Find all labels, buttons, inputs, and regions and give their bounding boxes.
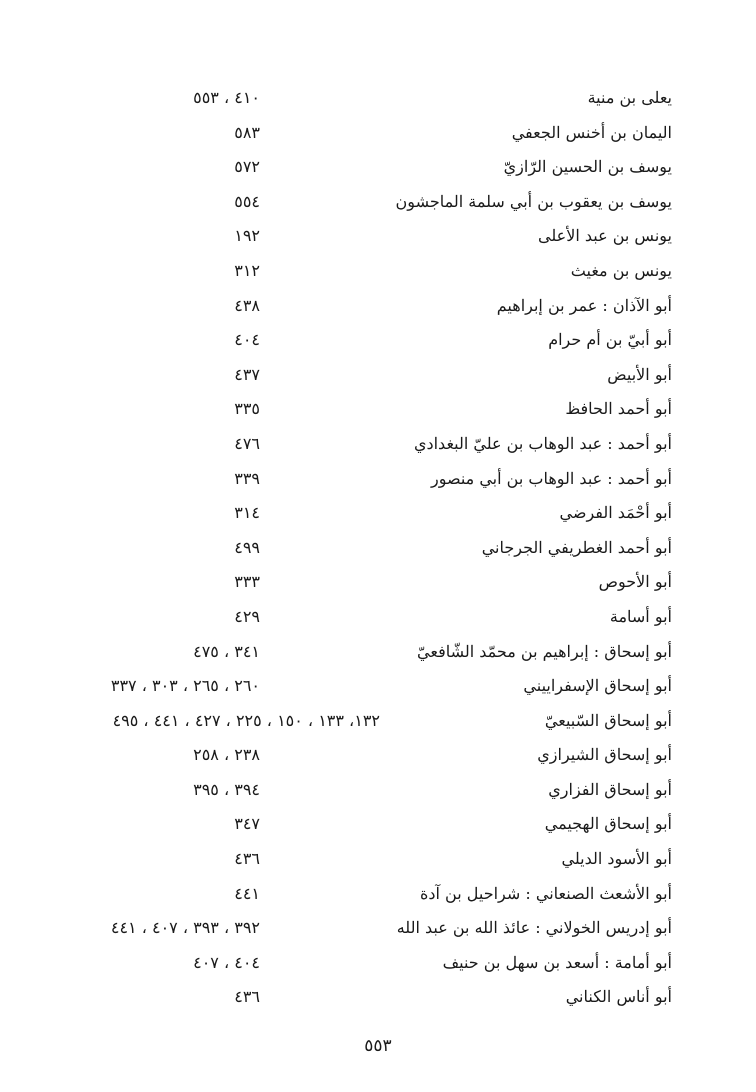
- entry-name: أبو الأسود الديلي: [561, 849, 672, 869]
- entry-page-refs: ٣٤٧: [234, 814, 260, 834]
- index-entry: [0, 880, 756, 915]
- index-entry: [0, 914, 756, 949]
- index-entry: [0, 603, 756, 638]
- entry-page-refs: ١٣٢، ١٣٣ ، ١٥٠ ، ٢٢٥ ، ٤٢٧ ، ٤٤١ ، ٤٩٥: [112, 710, 380, 730]
- entry-page-refs: ٣١٢: [234, 260, 260, 280]
- entry-name: يوسف بن يعقوب بن أبي سلمة الماجشون: [395, 191, 672, 211]
- entry-page-refs: ٤٤١: [234, 883, 260, 903]
- entry-page-refs: ٣٣٣: [234, 572, 260, 592]
- entry-page-refs: ١٩٢: [234, 226, 260, 246]
- entry-page-refs: ٢٦٠ ، ٢٦٥ ، ٣٠٣ ، ٣٣٧: [110, 676, 260, 696]
- index-entry: [0, 84, 756, 119]
- index-entry: [0, 983, 756, 1018]
- entry-name: أبو الآذان : عمر بن إبراهيم: [496, 295, 672, 315]
- index-entry: [0, 845, 756, 880]
- index-entry: [0, 638, 756, 673]
- index-entry: [0, 222, 756, 257]
- entry-page-refs: ٤٣٦: [234, 987, 260, 1007]
- entry-name: أبو إسحاق الهجيمي: [544, 814, 672, 834]
- entry-page-refs: ٤٩٩: [234, 537, 260, 557]
- entry-name: اليمان بن أخنس الجعفي: [511, 122, 672, 142]
- index-entry: [0, 741, 756, 776]
- entry-page-refs: ٤٣٨: [234, 295, 260, 315]
- index-entry: [0, 153, 756, 188]
- index-entry: [0, 361, 756, 396]
- entry-page-refs: ٤٠٤: [234, 330, 260, 350]
- index-entry: [0, 119, 756, 154]
- entry-page-refs: ٥٥٤: [234, 191, 260, 211]
- entry-page-refs: ٣١٤: [234, 503, 260, 523]
- entry-page-refs: ٢٣٨ ، ٢٥٨: [193, 745, 260, 765]
- entry-page-refs: ٣٤١ ، ٤٧٥: [193, 641, 260, 661]
- entry-name: أبو إدريس الخولاني : عائذ الله بن عبد الله: [396, 918, 672, 938]
- index-entry: [0, 430, 756, 465]
- index-entry: [0, 257, 756, 292]
- entry-name: أبو إسحاق السّبيعيّ: [544, 710, 672, 730]
- entry-name: أبو أسامة: [609, 606, 672, 626]
- name-index-list: [0, 84, 756, 1018]
- index-entry: [0, 949, 756, 984]
- entry-page-refs: ٥٨٣: [234, 122, 260, 142]
- index-entry: [0, 776, 756, 811]
- entry-name: أبو إسحاق : إبراهيم بن محمّد الشّافعيّ: [417, 641, 672, 661]
- entry-name: يونس بن مغيث: [570, 260, 672, 280]
- entry-name: أبو إسحاق الشيرازي: [537, 745, 672, 765]
- index-entry: [0, 810, 756, 845]
- entry-name: أبو الأشعث الصنعاني : شراحيل بن آدة: [420, 883, 672, 903]
- index-entry: [0, 326, 756, 361]
- entry-page-refs: ٣٣٥: [234, 399, 260, 419]
- entry-name: أبو أحمد : عبد الوهاب بن أبي منصور: [430, 468, 672, 488]
- entry-page-refs: ٤٧٦: [234, 433, 260, 453]
- index-entry: [0, 292, 756, 327]
- index-entry: [0, 568, 756, 603]
- entry-name: أبو أناس الكناني: [565, 987, 672, 1007]
- page-number: ٥٥٣: [364, 1036, 392, 1056]
- index-entry: [0, 188, 756, 223]
- entry-name: يونس بن عبد الأعلى: [538, 226, 672, 246]
- index-entry: [0, 395, 756, 430]
- entry-page-refs: ٤٠٤ ، ٤٠٧: [193, 952, 260, 972]
- entry-name: أبو أحمد الحافظ: [565, 399, 672, 419]
- entry-page-refs: ٤١٠ ، ٥٥٣: [193, 88, 260, 107]
- entry-name: أبو أحمد : عبد الوهاب بن عليّ البغدادي: [413, 433, 672, 453]
- index-entry: [0, 707, 756, 742]
- entry-page-refs: ٥٧٢: [234, 157, 260, 177]
- entry-name: أبو الأبيض: [607, 364, 672, 384]
- index-entry: [0, 499, 756, 534]
- entry-name: أبو أحْمَد الفرضي: [559, 503, 672, 523]
- entry-page-refs: ٣٣٩: [234, 468, 260, 488]
- entry-page-refs: ٤٣٧: [234, 364, 260, 384]
- entry-name: أبو أمامة : أسعد بن سهل بن حنيف: [442, 952, 672, 972]
- entry-name: أبو إسحاق الإسفراييني: [523, 676, 672, 696]
- index-entry: [0, 672, 756, 707]
- entry-page-refs: ٤٢٩: [234, 606, 260, 626]
- entry-page-refs: ٣٩٢ ، ٣٩٣ ، ٤٠٧ ، ٤٤١: [110, 918, 260, 938]
- entry-page-refs: ٤٣٦: [234, 849, 260, 869]
- entry-name: يوسف بن الحسين الرّازيّ: [503, 157, 672, 177]
- entry-name: أبو إسحاق الفزاري: [548, 779, 672, 799]
- entry-name: أبو أبيّ بن أم حرام: [548, 330, 672, 350]
- entry-name: أبو الأحوص: [598, 572, 672, 592]
- index-entry: [0, 534, 756, 569]
- index-entry: [0, 465, 756, 500]
- entry-name: أبو أحمد الغطريفي الجرجاني: [481, 537, 672, 557]
- entry-name: يعلى بن منية: [587, 88, 672, 107]
- entry-page-refs: ٣٩٤ ، ٣٩٥: [193, 779, 260, 799]
